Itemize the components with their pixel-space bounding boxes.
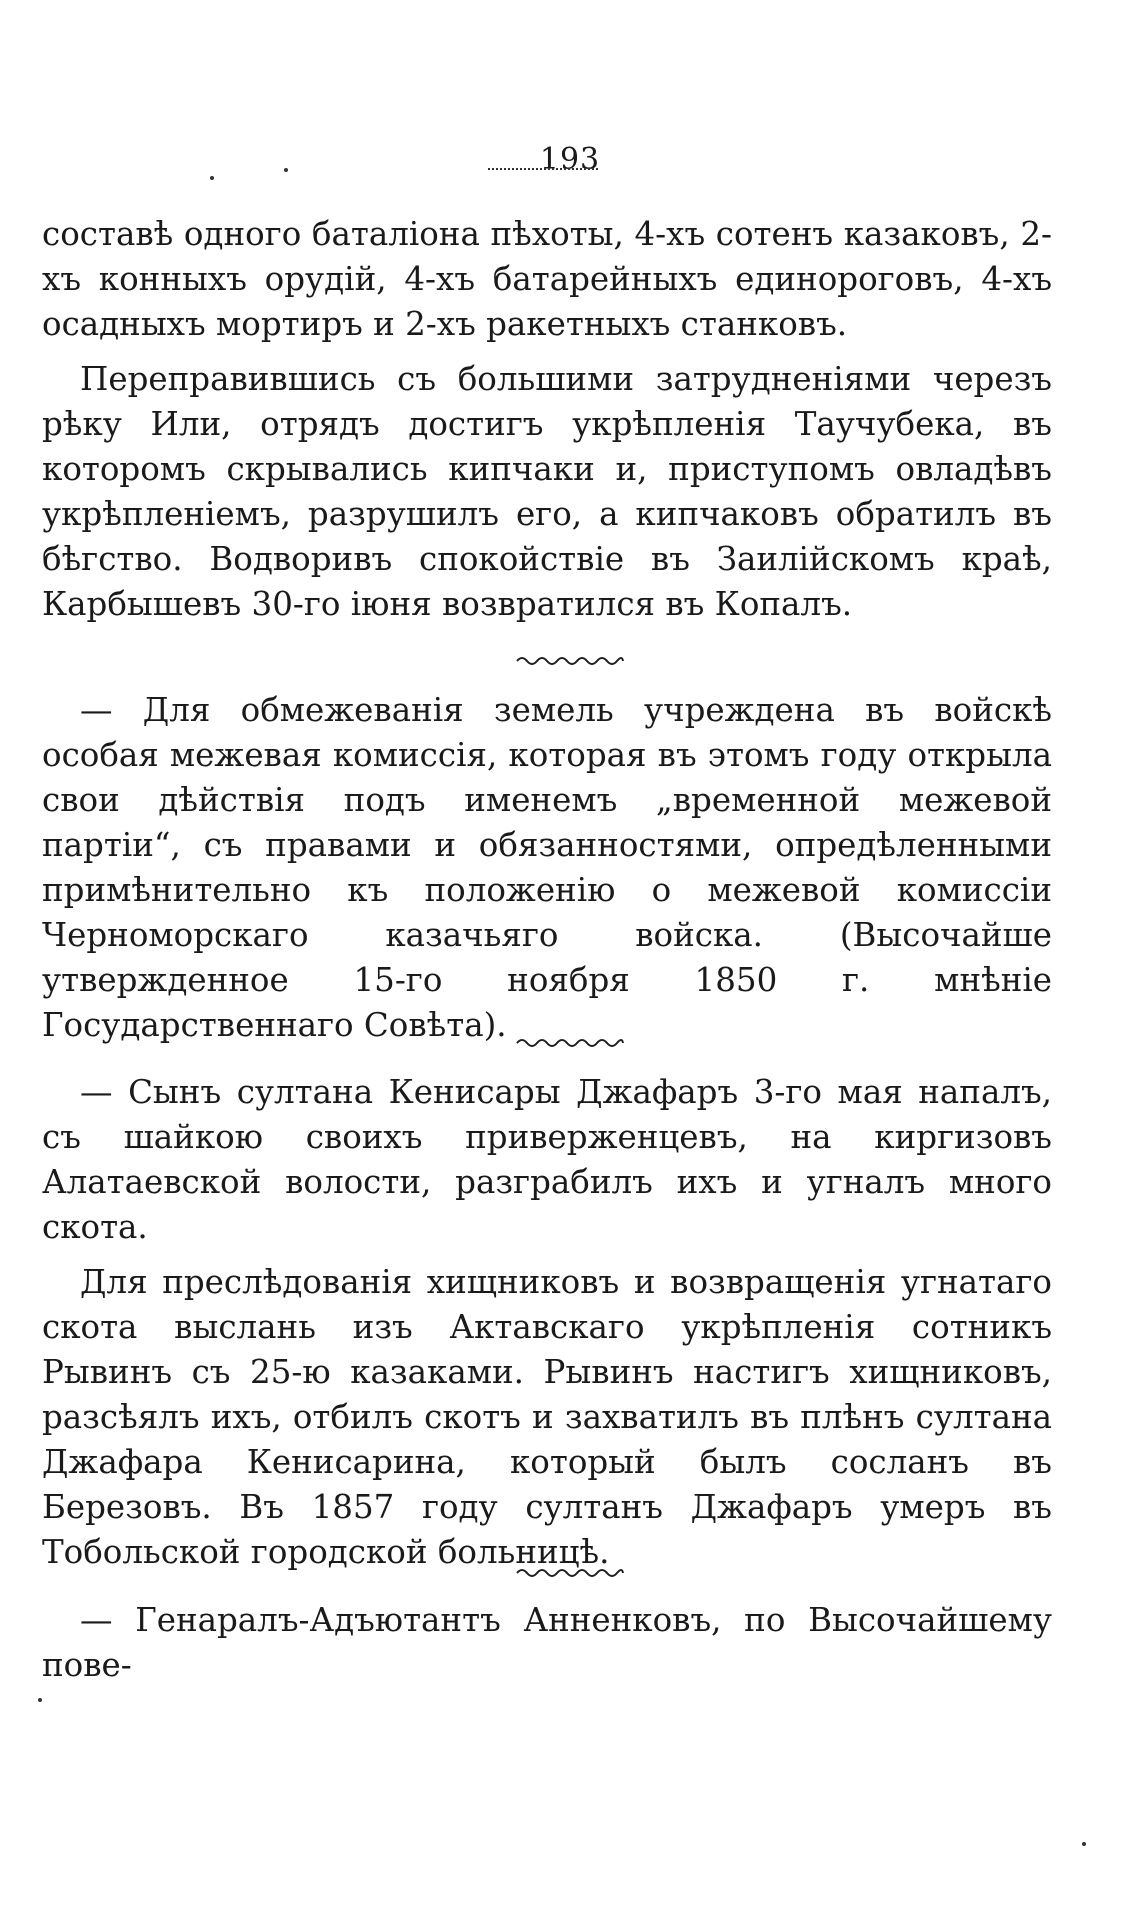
page-number-underline xyxy=(488,168,598,170)
stray-mark xyxy=(1082,1842,1086,1846)
paragraph-continued: составѣ одного баталіона пѣхоты, 4-хъ сотенъ казаковъ, 2-хъ конныхъ орудій, 4-хъ батарейныхъ единороговъ, 4-хъ осадныхъ мортиръ и 2-хъ ракетныхъ станковъ. xyxy=(42,215,1052,343)
stray-mark xyxy=(284,168,288,172)
paragraph-rybin-pursuit: Для преслѣдованія хищниковъ и возвращенія угнатаго скота выслань изъ Актавскаго укрѣпленія сотникъ Рывинъ съ 25-ю казаками. Рывинъ настигъ хищниковъ, разсѣялъ ихъ, отбилъ скотъ и захватилъ въ плѣнъ султана Джафара Кенисарина, который былъ сосланъ въ Березовъ. Въ 1857 году султанъ Джафаръ умеръ въ Тобольской городской больницѣ. xyxy=(42,1263,1052,1571)
paragraph-survey-commission: — Для обмежеванія земель учреждена въ войскѣ особая межевая комиссія, которая въ этомъ году открыла свои дѣйствія подъ именемъ „временной межевой партіи“, съ правами и обязанностями, опредѣленными примѣнительно къ положенію о межевой комиссіи Черноморскаго казачьяго войска. (Высочайше утвержденное 15-го ноября 1850 г. мнѣніе Государственнаго Совѣта). xyxy=(42,691,1052,1044)
paragraph-annenkov: — Генаралъ-Адъютантъ Анненковъ, по Высочайшему пове- xyxy=(42,1601,1052,1684)
paragraph-carbyshev: Переправившись съ большими затрудненіями черезъ рѣку Или, отрядъ достигъ укрѣпленія Таучубека, въ которомъ скрывались кипчаки и, приступомъ овладѣвъ укрѣпленіемъ, разрушилъ его, а кипчаковъ обратилъ въ бѣгство. Водворивъ спокойствіе въ Заилійскомъ краѣ, Карбышевъ 30-го іюня возвратился въ Копалъ. xyxy=(42,360,1052,623)
section-divider xyxy=(0,1562,1140,1584)
text-section-1 xyxy=(42,212,1052,637)
stray-mark xyxy=(210,176,214,180)
text-section-3 xyxy=(42,1070,1052,1585)
section-divider xyxy=(0,650,1140,672)
stray-mark xyxy=(38,1698,42,1702)
text-section-2 xyxy=(42,688,1052,1058)
text-section-4 xyxy=(42,1598,1052,1698)
section-divider xyxy=(0,1032,1140,1054)
paragraph-jafar-raid: — Сынъ султана Кенисары Джафаръ 3-го мая напалъ, съ шайкою своихъ приверженцевъ, на киргизовъ Алатаевской волости, разграбилъ ихъ и угналъ много скота. xyxy=(42,1073,1052,1246)
page-number: 193 xyxy=(539,142,601,177)
